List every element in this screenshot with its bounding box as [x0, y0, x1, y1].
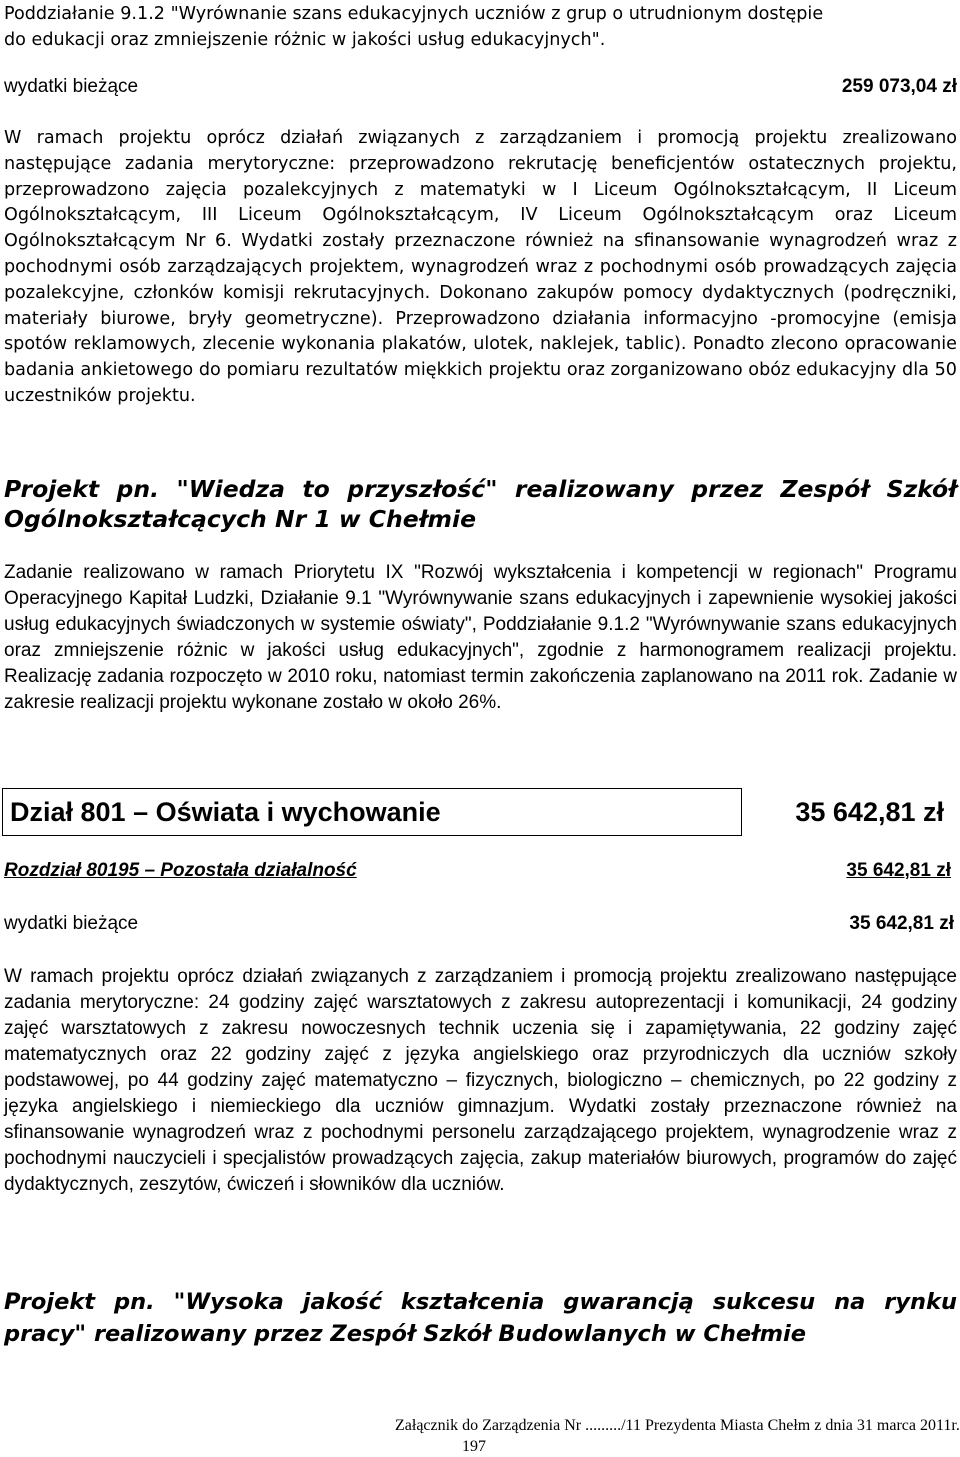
- rozdzial-title: Rozdział 80195 – Pozostała działalność: [4, 860, 357, 881]
- dzial-row: [4, 795, 944, 829]
- expenses-row-1: [4, 74, 957, 100]
- project-2-title: Projekt pn. "Wysoka jakość kształcenia gwarancją sukcesu na rynku pracy" realizowany przez Zespół Szkół Budowlanych w Chełmie: [4, 1289, 957, 1347]
- expenses-label-2: wydatki bieżące: [4, 913, 139, 934]
- expenses-amount-2: 35 642,81 zł: [849, 913, 954, 934]
- expenses-row-2: [4, 911, 954, 937]
- expenses-amount-1: 259 073,04 zł: [841, 76, 957, 97]
- top-paragraph-line-2: do edukacji oraz zmniejszenie różnic w jakości usług edukacyjnych".: [4, 30, 606, 50]
- rozdzial-amount: 35 642,81 zł: [846, 860, 951, 881]
- dzial-amount: 35 642,81 zł: [795, 797, 944, 827]
- project-1-title: Projekt pn. "Wiedza to przyszłość" realizowany przez Zespół Szkół Ogólnokształcących Nr 1 w Chełmie: [4, 475, 957, 533]
- footer-text: Załącznik do Zarządzenia Nr ........./11 Prezydenta Miasta Chełm z dnia 31 marca 2011r.: [395, 1417, 960, 1434]
- project-1-text: Zadanie realizowano w ramach Priorytetu IX "Rozwój wykształcenia i kompetencji w regionach" Programu Operacyjnego Kapitał Ludzki, Działanie 9.1 "Wyrównywanie szans edukacyjnych i zapewnienie wysokiej jakości usług edukacyjnych świadczonych w systemie oświaty", Poddziałanie 9.1.2 "Wyrównywanie szans edukacyjnych oraz zmniejszenie różnic w jakości usług edukacyjnych", zgodnie z harmonogramem realizacji projektu. Realizację zadania rozpoczęto w 2010 roku, natomiast termin zakończenia zaplanowano na 2011 rok. Zadanie w zakresie realizacji projektu wykonane zostało w około 26%.: [4, 562, 957, 713]
- top-paragraph-line-1: Poddziałanie 9.1.2 "Wyrównanie szans edukacyjnych uczniów z grup o utrudnionym dostępie: [4, 4, 824, 24]
- page-number: 197: [462, 1438, 486, 1455]
- paragraph-2: W ramach projektu oprócz działań związanych z zarządzaniem i promocją projektu zrealizowano następujące zadania merytoryczne: 24 godziny zajęć warsztatowych z zakresu autoprezentacji i komunikacji, 24 godziny zajęć warsztatowych z zakresu nowoczesnych technik uczenia się i zapamiętywania, 22 godziny zajęć matematycznych oraz 22 godziny zajęć z języka angielskiego oraz przyrodniczych dla uczniów szkoły podstawowej, po 44 godziny zajęć matematyczno – fizycznych, biologiczno – chemicznych, po 22 godziny z języka angielskiego i niemieckiego dla uczniów gimnazjum. Wydatki zostały przeznaczone również na sfinansowanie wynagrodzeń wraz z pochodnymi personelu zarządzającego projektem, wynagrodzenie wraz z pochodnymi nauczycieli i specjalistów prowadzących zajęcia, zakup materiałów biurowych, programów do zajęć dydaktycznych, zeszytów, ćwiczeń i słowników dla uczniów.: [4, 966, 957, 1195]
- paragraph-1: W ramach projektu oprócz działań związanych z zarządzaniem i promocją projektu zrealizowano następujące zadania merytoryczne: przeprowadzono rekrutację beneficjentów ostatecznych projektu, przeprowadzono zajęcia pozalekcyjnych z matematyki w I Liceum Ogólnokształcącym, II Liceum Ogólnokształcącym, III Liceum Ogólnokształcącym, IV Liceum Ogólnokształcącym oraz Liceum Ogólnokształcącym Nr 6. Wydatki zostały przeznaczone również na sfinansowanie wynagrodzeń wraz z pochodnymi osób zarządzających projektem, wynagrodzeń wraz z pochodnymi osób prowadzących zajęcia pozalekcyjne, członków komisji rekrutacyjnych. Dokonano zakupów pomocy dydaktycznych (podręczniki, materiały biurowe, bryły geometryczne). Przeprowadzono działania informacyjno -promocyjne (emisja spotów reklamowych, zlecenie wykonania plakatów, ulotek, naklejek, tablic). Ponadto zlecono opracowanie badania ankietowego do pomiaru rezultatów miękkich projektu oraz zorganizowano obóz edukacyjny dla 50 uczestników projektu.: [4, 128, 957, 406]
- rozdzial-row: [4, 858, 951, 884]
- dzial-title: Dział 801 – Oświata i wychowanie: [10, 797, 441, 827]
- expenses-label-1: wydatki bieżące: [4, 76, 139, 97]
